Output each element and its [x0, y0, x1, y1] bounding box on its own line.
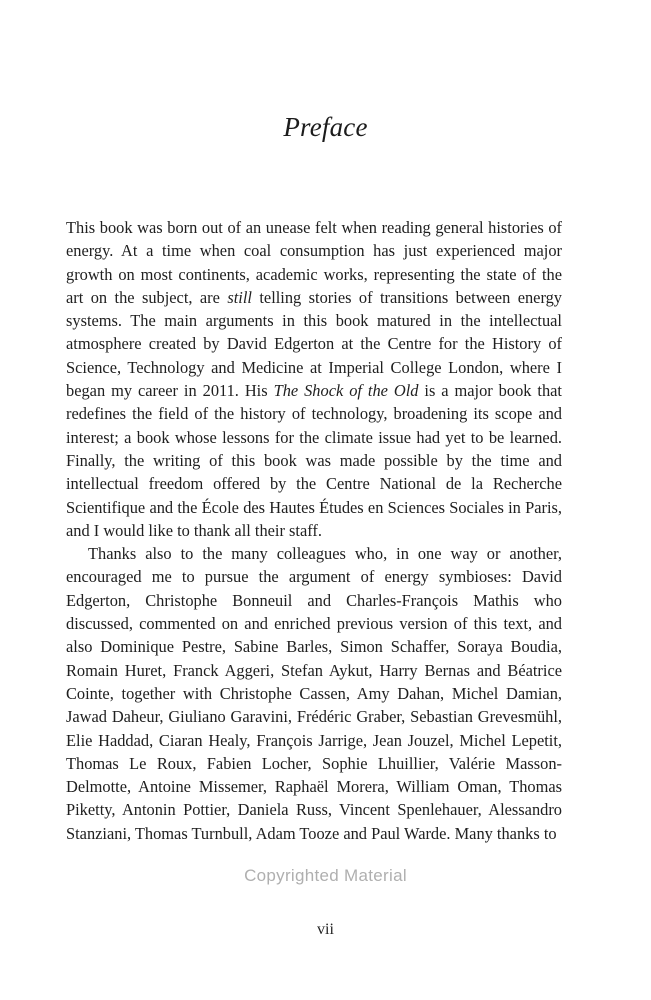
page-title: Preface: [283, 112, 368, 142]
paragraph-1-segment-5: is a major book that redefines the field of the history of technology, broadening its scope and interest; a book whose lessons for the climate issue had yet to be learned. Finally, the writing of this book was made possible by the time and intellectual freedom offered by the Centre National de la Recherche Scientifique and the École des Hautes Études en Sciences Sociales in Paris, and I would like to thank all their staff.: [66, 381, 562, 540]
preface-body: [66, 216, 562, 845]
paragraph-2-segment-1: Thanks also to the many colleagues who, in one way or another, encouraged me to pursue the argument of energy symbioses: David Edgerton, Christophe Bonneuil and Charles-François Mathis who discussed, commented on and enriched previous version of this text, and also Dominique Pestre, Sabine Barles, Simon Schaffer, Soraya Boudia, Romain Huret, Franck Aggeri, Stefan Aykut, Harry Bernas and Béatrice Cointe, together with Christophe Cassen, Amy Dahan, Michel Damian, Jawad Daheur, Giuliano Garavini, Frédéric Graber, Sebastian Grevesmühl, Elie Haddad, Ciaran Healy, François Jarrige, Jean Jouzel, Michel Lepetit, Thomas Le Roux, Fabien Locher, Sophie Lhuillier, Valérie Masson-Delmotte, Antoine Missemer, Raphaël Morera, William Oman, Thomas Piketty, Antonin Pottier, Daniela Russ, Vincent Spenlehauer, Alessandro Stanziani, Thomas Turnbull, Adam Tooze and Paul Warde. Many thanks to: [66, 544, 562, 843]
paragraph-1: [66, 216, 562, 542]
paragraph-1-segment-4: The Shock of the Old: [273, 381, 419, 401]
page-number: vii: [317, 921, 334, 938]
paragraph-1-segment-1: This book was born out of an unease felt when reading general histories of energy. At a time when coal consumption has just experienced major growth on most continents, academic works, representing the state of the art on the subject, are: [66, 218, 562, 307]
copyright-watermark: Copyrighted Material: [244, 866, 407, 885]
paragraph-1-segment-3: telling stories of transitions between energy systems. The main arguments in this book matured in the intellectual atmosphere created by David Edgerton at the Centre for the History of Science, Technology and Medicine at Imperial College London, where I began my career in 2011. His: [66, 287, 562, 401]
paragraph-1-segment-2: still: [227, 287, 252, 307]
paragraph-2: [66, 542, 562, 845]
